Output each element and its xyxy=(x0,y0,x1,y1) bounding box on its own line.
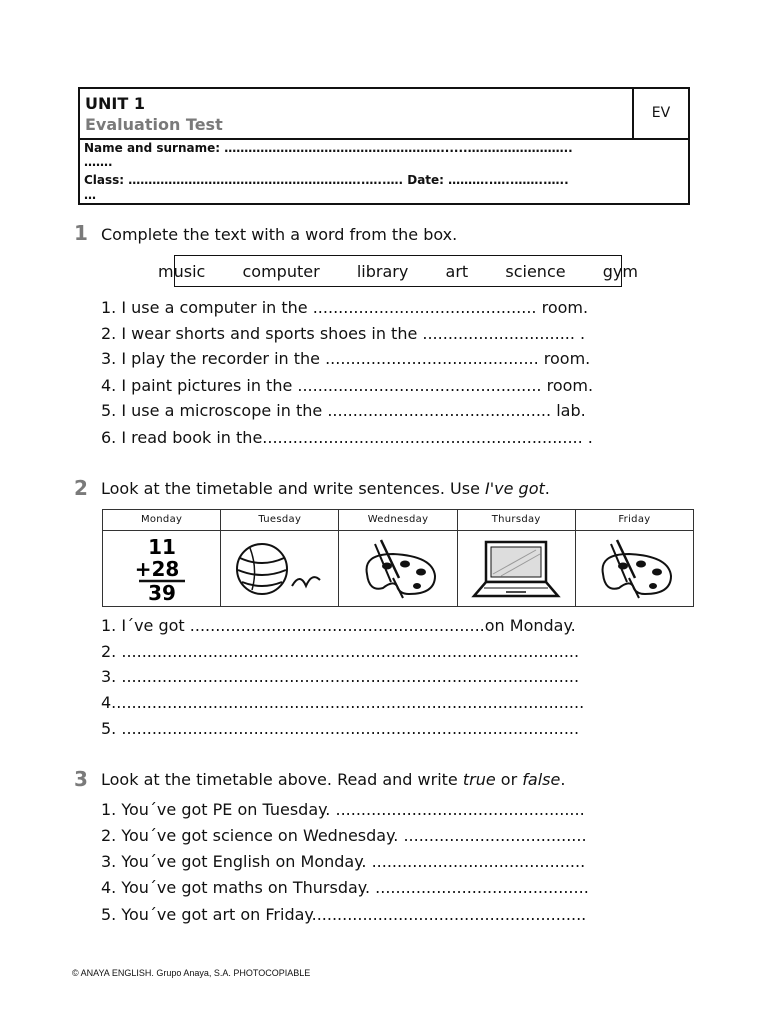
ex2-sentence-5[interactable]: 5. .......................................................................................... xyxy=(101,719,580,738)
ball-icon xyxy=(221,532,338,606)
ex3-sentence-3[interactable]: 3. You´ve got English on Monday. .......................................... xyxy=(101,852,586,871)
ex1-sentence-3[interactable]: 3. I play the recorder in the .......................................... room. xyxy=(101,349,591,368)
timetable-tuesday xyxy=(221,510,339,606)
timetable-wednesday xyxy=(339,510,457,606)
ex1-sentence-6[interactable]: 6. I read book in the............................................................... . xyxy=(101,428,593,447)
timetable-friday xyxy=(576,510,693,606)
copyright-footer: © ANAYA ENGLISH. Grupo Anaya, S.A. PHOTOCOPIABLE xyxy=(72,968,311,978)
class-date-field[interactable]: Class: …………………………………………………..…..…. Date: ………..…..……..….. xyxy=(84,173,569,187)
ex1-sentence-2[interactable]: 2. I wear shorts and sports shoes in the .............................. . xyxy=(101,324,586,343)
day-label: Monday xyxy=(103,510,220,531)
day-label: Wednesday xyxy=(339,510,456,531)
ex3-sentence-1[interactable]: 1. You´ve got PE on Tuesday. ................................................. xyxy=(101,800,585,819)
exercise-2-number: 2 xyxy=(74,476,88,500)
word-art: art xyxy=(445,262,469,281)
exercise-1-number: 1 xyxy=(74,221,88,245)
svg-text:+28: +28 xyxy=(134,557,179,581)
svg-text:39: 39 xyxy=(147,581,176,604)
timetable-monday xyxy=(103,510,221,606)
class-date-field-continued: … xyxy=(84,188,96,202)
exercise-3-instruction: Look at the timetable above. Read and write true or false. xyxy=(101,770,566,789)
timetable xyxy=(102,509,694,607)
header-title-row xyxy=(80,89,688,140)
ex2-sentence-3[interactable]: 3. .......................................................................................... xyxy=(101,667,580,686)
word-science: science xyxy=(505,262,566,281)
paint-palette-icon xyxy=(339,532,456,606)
ex1-sentence-1[interactable]: 1. I use a computer in the ............................................ room. xyxy=(101,298,589,317)
day-label: Friday xyxy=(576,510,693,531)
test-code: EV xyxy=(632,89,688,138)
ex2-sentence-4[interactable]: 4............................................................................................. xyxy=(101,693,585,712)
word-library: library xyxy=(356,262,409,281)
ex3-sentence-4[interactable]: 4. You´ve got maths on Thursday. .......................................... xyxy=(101,878,589,897)
ex3-sentence-5[interactable]: 5. You´ve got art on Friday...................................................... xyxy=(101,905,587,924)
ex2-sentence-2[interactable]: 2. .......................................................................................... xyxy=(101,642,580,661)
ex1-sentence-5[interactable]: 5. I use a microscope in the ............................................ lab. xyxy=(101,401,586,420)
ex2-sentence-1[interactable]: 1. I´ve got ..........................................................on Monday. xyxy=(101,616,576,635)
unit-title: UNIT 1 xyxy=(85,94,145,113)
paint-palette-icon xyxy=(576,532,693,606)
day-label: Thursday xyxy=(458,510,575,531)
exercise-3-number: 3 xyxy=(74,767,88,791)
name-field-continued: ……. xyxy=(84,155,113,169)
exercise-2-instruction: Look at the timetable and write sentences. Use I've got. xyxy=(101,479,550,498)
name-field[interactable]: Name and surname: ………………………………………………......…………………….. xyxy=(84,141,573,155)
day-label: Tuesday xyxy=(221,510,338,531)
exercise-1-instruction: Complete the text with a word from the box. xyxy=(101,225,458,244)
svg-text:11: 11 xyxy=(147,535,176,559)
word-gym: gym xyxy=(602,262,638,281)
word-computer: computer xyxy=(242,262,320,281)
ex1-sentence-4[interactable]: 4. I paint pictures in the ................................................ room. xyxy=(101,376,594,395)
word-list xyxy=(158,262,638,281)
laptop-icon xyxy=(458,532,575,606)
header-box xyxy=(78,87,690,205)
timetable-thursday xyxy=(458,510,576,606)
word-music: music xyxy=(158,262,206,281)
maths-sum-icon xyxy=(103,532,220,606)
test-subtitle: Evaluation Test xyxy=(85,115,223,134)
ex3-sentence-2[interactable]: 2. You´ve got science on Wednesday. .................................... xyxy=(101,826,587,845)
